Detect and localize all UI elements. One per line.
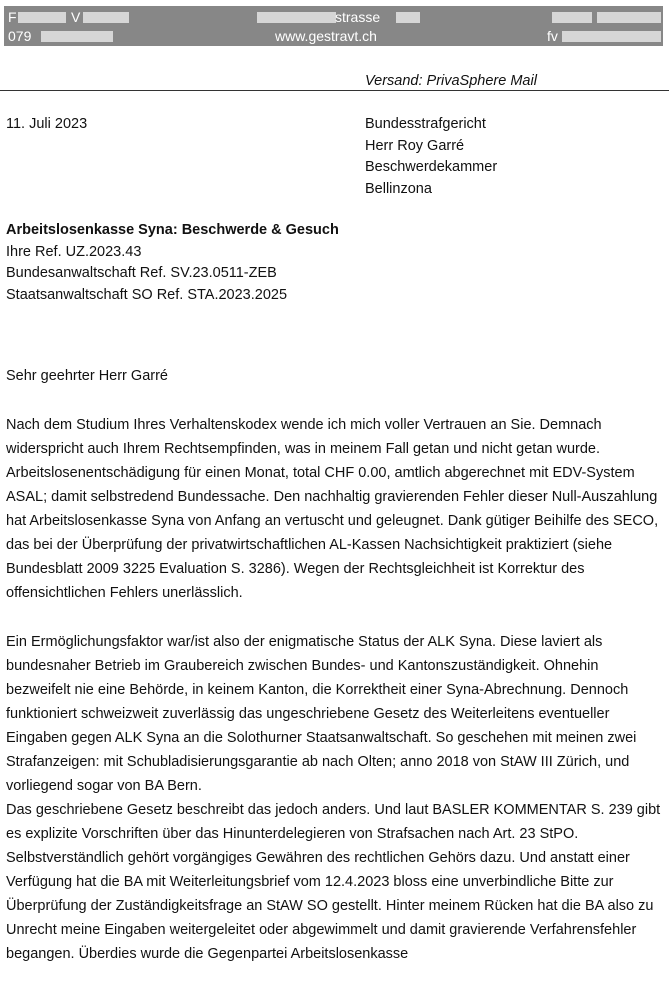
recipient-line: Bellinzona bbox=[365, 180, 432, 197]
redaction-bar bbox=[396, 12, 420, 23]
letterhead-initial-last: V bbox=[71, 9, 81, 25]
redaction-bar bbox=[257, 12, 336, 23]
redaction-bar bbox=[41, 31, 113, 42]
redaction-bar bbox=[18, 12, 66, 23]
body-paragraph: Das geschriebene Gesetz beschreibt das jedoch anders. Und laut BASLER KOMMENTAR S. 239 gibt es explizite Vorschriften über das Hinunterdelegieren von Strafsachen nach Art. 23 StPO. Selbstverständlich gehört vorgängiges Gewähren des rechtlichen Gehörs dazu. Und anstatt einer Verfügung hat die BA mit Weiterleitungsbrief vom 12.4.2023 bloss eine unverbindliche Bitte zur Überprüfung der Zuständigkeitsfrage an StAW SO gestellt. Hinter meinem Rücken hat die BA also zu Unrecht meine Eingaben weitergeleitet oder abgewimmelt und damit gravierende Verfahrensfehler begangen. Überdies wurde die Gegenpartei Arbeitslosenkasse bbox=[6, 802, 661, 962]
recipient-line: Beschwerdekammer bbox=[365, 159, 498, 175]
letterhead-email-prefix: fv bbox=[547, 28, 558, 44]
letterhead-row-contact bbox=[4, 27, 663, 45]
shipping-note: Versand: PrivaSphere Mail bbox=[365, 73, 537, 89]
letterhead bbox=[4, 6, 663, 46]
salutation: Sehr geehrter Herr Garré bbox=[6, 368, 168, 384]
letterhead-street: strasse bbox=[335, 9, 381, 25]
subject-block bbox=[6, 220, 339, 306]
body-paragraph: Ein Ermöglichungsfaktor war/ist also der enigmatische Status der ALK Syna. Diese laviert als bundesnaher Betrieb im Graubereich zwischen Bundes- und Kantonszuständigkeit. Ohnehin bezweifelt nie eine Behörde, in keinem Kanton, die Korrektheit einer Syna-Abrechnung. Dennoch funktioniert schweizweit zuverlässig das ungeschriebene Gesetz des Weiterleitens eventueller Eingaben gegen ALK Syna an die Solothurner Staatsanwaltschaft. So geschehen mit meinen zwei Strafanzeigen: mit Schubladisierungsgarantie ab nach Olten; anno 2018 von StAW III Zürich, und vorliegend sogar von BA Bern. bbox=[6, 634, 637, 794]
letterhead-website[interactable]: www.gestravt.ch bbox=[275, 28, 377, 44]
body-paragraph: Nach dem Studium Ihres Verhaltenskodex wende ich mich voller Vertrauen an Sie. Demnach widerspricht auch Ihrem Rechtsempfinden, was in meinem Fall getan und nicht getan wurde. Arbeitslosenentschädigung für einen Monat, total CHF 0.00, amtlich abgerechnet mit EDV-System ASAL; damit selbstredend Bundessache. Den nachhaltig gravierenden Fehler dieser Null-Auszahlung hat Arbeitslosenkasse Syna von Anfang an vertuscht und geleugnet. Dank gütiger Beihilfe des SECO, das bei der Überprüfung der privatwirtschaftlichen AL-Kassen Nachsichtigkeit praktiziert (siehe Bundesblatt 2009 3225 Evaluation S. 3286). Wegen der Rechtsgleichheit ist Korrektur des offensichtlichen Fehlers unerlässlich. bbox=[6, 417, 659, 601]
redaction-bar bbox=[597, 12, 661, 23]
divider bbox=[362, 90, 669, 91]
redaction-bar bbox=[83, 12, 129, 23]
recipient-address bbox=[365, 114, 497, 200]
letter-body bbox=[6, 413, 666, 991]
subject-line: Arbeitslosenkasse Syna: Beschwerde & Gesuch bbox=[6, 222, 339, 238]
letterhead-row-name bbox=[4, 8, 663, 26]
letterhead-initial-first: F bbox=[8, 9, 17, 25]
redaction-bar bbox=[552, 12, 592, 23]
recipient-line: Herr Roy Garré bbox=[365, 137, 465, 154]
reference-line: Ihre Ref. UZ.2023.43 bbox=[6, 243, 142, 260]
reference-line: Staatsanwaltschaft SO Ref. STA.2023.2025 bbox=[6, 286, 288, 303]
letterhead-phone-prefix: 079 bbox=[8, 28, 32, 44]
letter-date: 11. Juli 2023 bbox=[6, 116, 88, 132]
recipient-line: Bundesstrafgericht bbox=[365, 116, 486, 132]
reference-line: Bundesanwaltschaft Ref. SV.23.0511-ZEB bbox=[6, 265, 277, 281]
redaction-bar bbox=[562, 31, 661, 42]
